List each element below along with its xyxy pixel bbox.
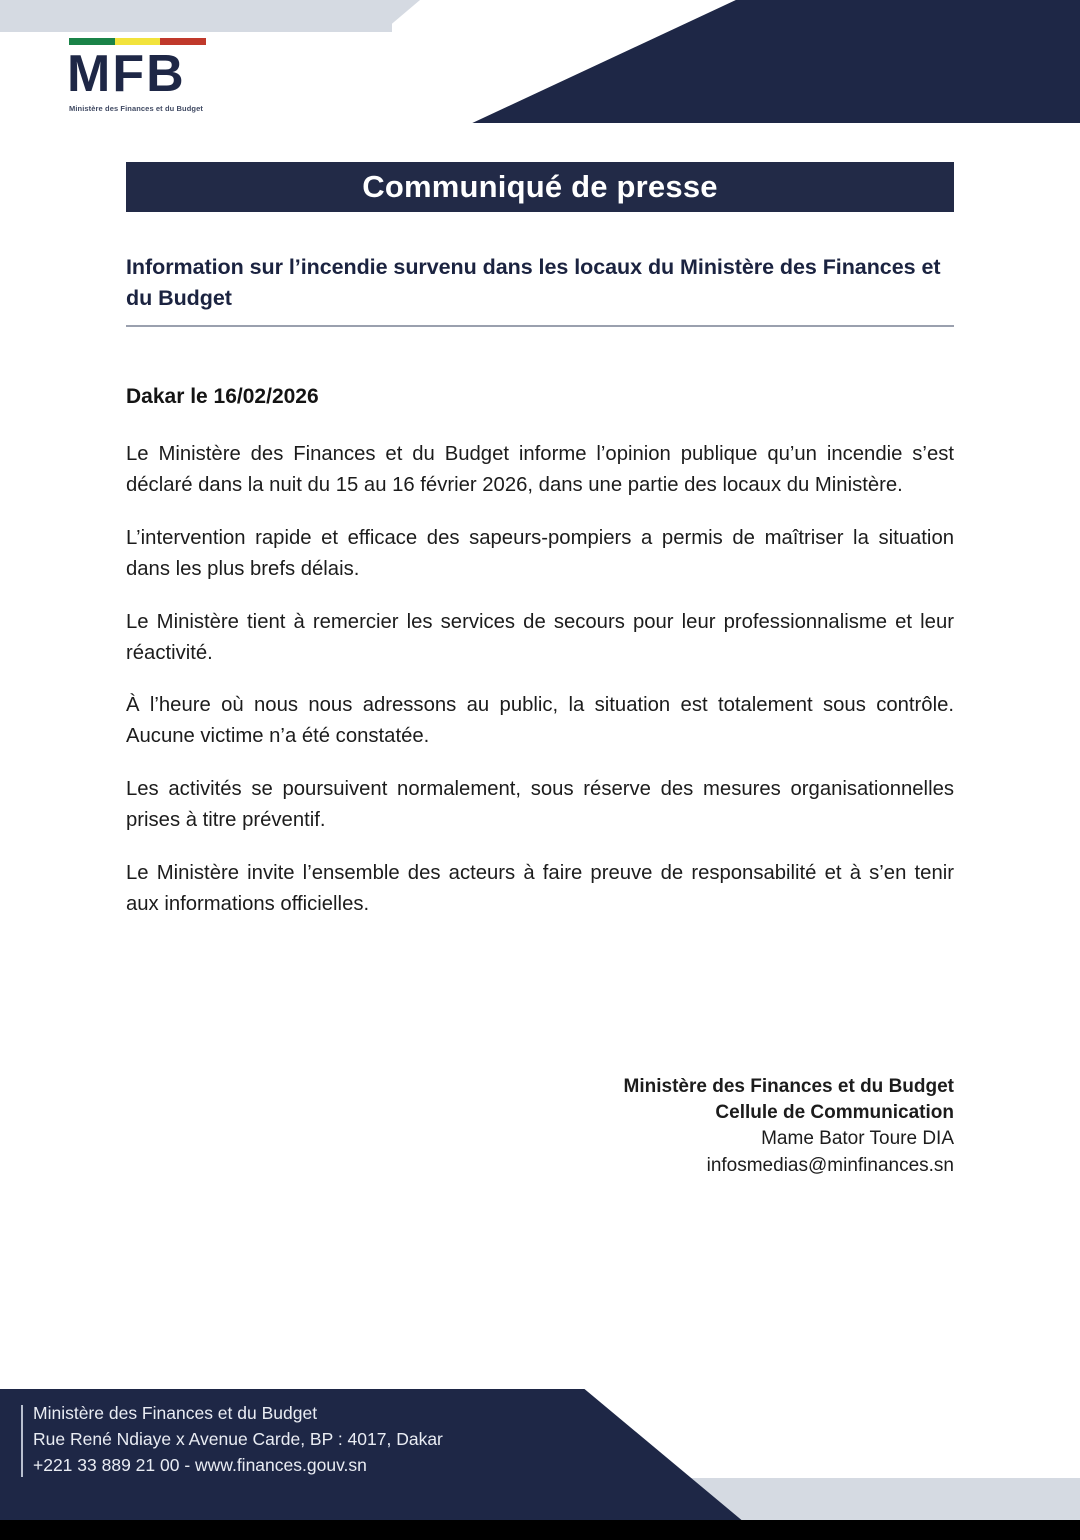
top-gray-wedge-decoration [330, 0, 420, 32]
signature-unit: Cellule de Communication [715, 1102, 954, 1124]
logo-caption-text: Ministère des Finances et du Budget [69, 103, 203, 113]
signature-block [434, 1074, 954, 1179]
top-navy-banner-decoration [360, 0, 1080, 123]
footer-vertical-rule [21, 1405, 23, 1477]
footer-contact-info [33, 1401, 443, 1479]
senegal-flag-bar-icon [69, 38, 206, 45]
body-paragraph: L’intervention rapide et efficace des sapeurs-pompiers a permis de maîtriser la situation dans les plus brefs délais. [126, 527, 954, 580]
dateline: Dakar le 16/02/2026 [126, 385, 319, 409]
page-title: Communiqué de presse [362, 169, 718, 204]
signature-email: infosmedias@minfinances.sn [706, 1154, 954, 1176]
footer-ministry-name: Ministère des Finances et du Budget [33, 1403, 318, 1424]
document-content [126, 162, 954, 1176]
body-paragraph: Les activités se poursuivent normalement, sous réserve des mesures organisationnelles prises à titre préventif. [126, 778, 954, 831]
flag-yellow-segment [115, 38, 161, 45]
flag-green-segment [69, 38, 115, 45]
mfb-logo [67, 38, 267, 113]
signature-person: Mame Bator Toure DIA [761, 1128, 954, 1150]
body-text [126, 439, 954, 919]
logo-mark-text: MFB [67, 45, 186, 103]
footer-address: Rue René Ndiaye x Avenue Carde, BP : 4017, Dakar [33, 1429, 443, 1450]
document-subtitle: Information sur l’incendie survenu dans les locaux du Ministère des Finances et du Budget [126, 255, 941, 311]
body-paragraph: À l’heure où nous nous adressons au public, la situation est totalement sous contrôle. Aucune victime n’a été constatée. [126, 694, 954, 748]
body-paragraph: Le Ministère tient à remercier les services de secours pour leur professionnalisme et leur réactivité. [126, 610, 954, 664]
body-paragraph: Le Ministère invite l’ensemble des acteurs à faire preuve de responsabilité et à s’en tenir aux informations officielles. [126, 861, 954, 915]
title-banner [126, 162, 954, 212]
subtitle-section [126, 252, 954, 327]
footer-phone-website: +221 33 889 21 00 - www.finances.gouv.sn [33, 1455, 367, 1476]
body-paragraph: Le Ministère des Finances et du Budget informe l’opinion publique qu’un incendie s’est déclaré dans la nuit du 15 au 16 février 2026, dans une partie des locaux du Ministère. [126, 443, 954, 497]
signature-ministry: Ministère des Finances et du Budget [623, 1076, 954, 1097]
bottom-black-strip [0, 1520, 1080, 1540]
flag-red-segment [160, 38, 206, 45]
